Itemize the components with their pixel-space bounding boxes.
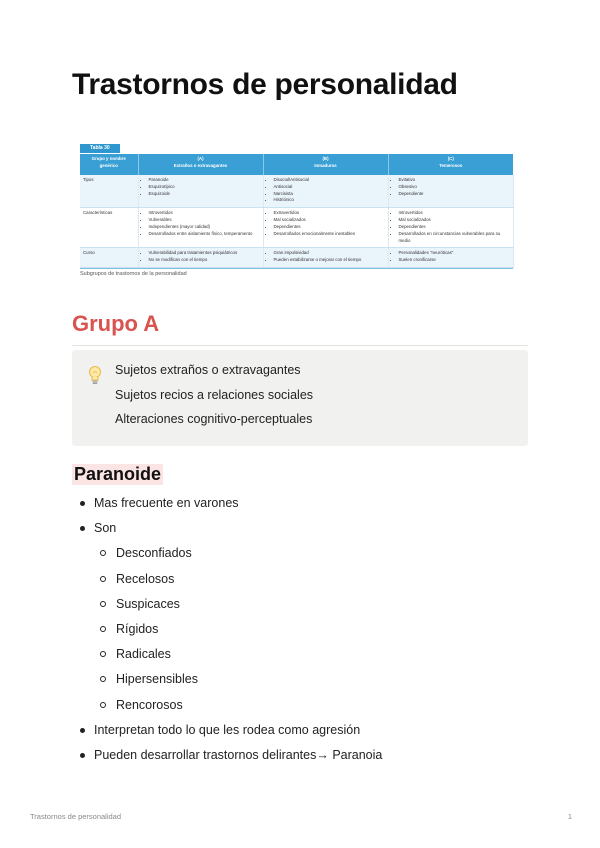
table-row-label: Tipos — [80, 175, 138, 208]
table-row — [80, 175, 513, 208]
lightbulb-icon — [86, 364, 104, 386]
heading-divider — [72, 345, 528, 346]
section-heading-grupo-a: Grupo A — [72, 311, 160, 336]
page-title: Trastornos de personalidad — [72, 68, 458, 101]
table-cell: • Extravertidos • Mal socializados • Dependientes • Desarrollados emocionalmente inestables — [263, 208, 388, 248]
callout-line: Alteraciones cognitivo-perceptuales — [115, 412, 313, 426]
callout-text — [115, 362, 313, 436]
list-item: Son Desconfiados Recelosos Suspicaces Rígidos Radicales Hipersensibles Rencorosos — [72, 518, 382, 720]
sub-list-item: Suspicaces — [72, 594, 382, 619]
table-caption: Subgrupos de trastornos de la personalidad — [80, 268, 513, 277]
footer-document-title: Trastornos de personalidad — [30, 812, 122, 821]
sub-list-item: Rígidos — [72, 619, 382, 644]
list-item: Interpretan todo lo que les rodea como agresión — [72, 720, 382, 745]
callout-box — [72, 350, 528, 446]
callout-line: Sujetos recios a relaciones sociales — [115, 387, 314, 402]
sub-list-item: Desconfiados — [72, 543, 382, 568]
table-header-cell: Grupo y nombre genérico — [80, 154, 138, 175]
subsection-heading-paranoide: Paranoide — [74, 464, 162, 484]
sub-list-item: Radicales — [72, 644, 382, 669]
callout-line: Sujetos extraños o extravagantes — [115, 363, 301, 377]
table-row-label: Curso — [80, 248, 138, 268]
table-cell: • Evitativo • Obsesivo • Dependiente — [388, 175, 513, 208]
table-cell: • Paranoide • Esquizotípico • Esquizoide — [138, 175, 263, 208]
table-cell: • Vulnerabilidad para tratamientos psiquiátricos • No se modifican con el tiempo — [138, 248, 263, 268]
table-row-label: Características — [80, 208, 138, 248]
table-cell: • Gran impulsividad • Pueden estabilizarse o mejorar con el tiempo — [263, 248, 388, 268]
personality-groups-table — [80, 154, 514, 268]
table-cell: • Disocial/Antisocial • Antisocial • Narcisista • Histriónico — [263, 175, 388, 208]
footer-page-number: 1 — [567, 812, 572, 821]
list-item: Pueden desarrollar trastornos delirantes→ Paranoia — [72, 745, 382, 770]
table-header-cell: (A) Extraños o extravagantes — [138, 154, 263, 175]
table-cell: • Personalidades "neuróticas" • Suelen cronificarse — [388, 248, 513, 268]
table-header-cell: (C) Temerosos — [388, 154, 513, 175]
table-cell: • Introvertidos • Mal socializados • Dependientes • Desarrollados en circunstancias vulnerables para su medio — [388, 208, 513, 248]
table-row — [80, 208, 513, 248]
sub-list-item: Recelosos — [72, 569, 382, 594]
table-row — [80, 248, 513, 268]
table-header-row — [80, 154, 513, 175]
table-cell: • Introvertidos • Vulnerables • Independientes (mayor calidad) • Desarrollados entre aislamiento físico, temperamento — [138, 208, 263, 248]
list-item: Mas frecuente en varones — [72, 493, 382, 518]
paranoide-list — [72, 493, 382, 770]
son-sublist — [72, 543, 382, 719]
sub-list-item: Hipersensibles — [72, 669, 382, 694]
personality-table-figure — [80, 136, 513, 277]
sub-list-item: Rencorosos — [72, 695, 382, 720]
table-header-cell: (B) Inmaduros — [263, 154, 388, 175]
table-tag: Tabla 30 — [80, 144, 120, 153]
